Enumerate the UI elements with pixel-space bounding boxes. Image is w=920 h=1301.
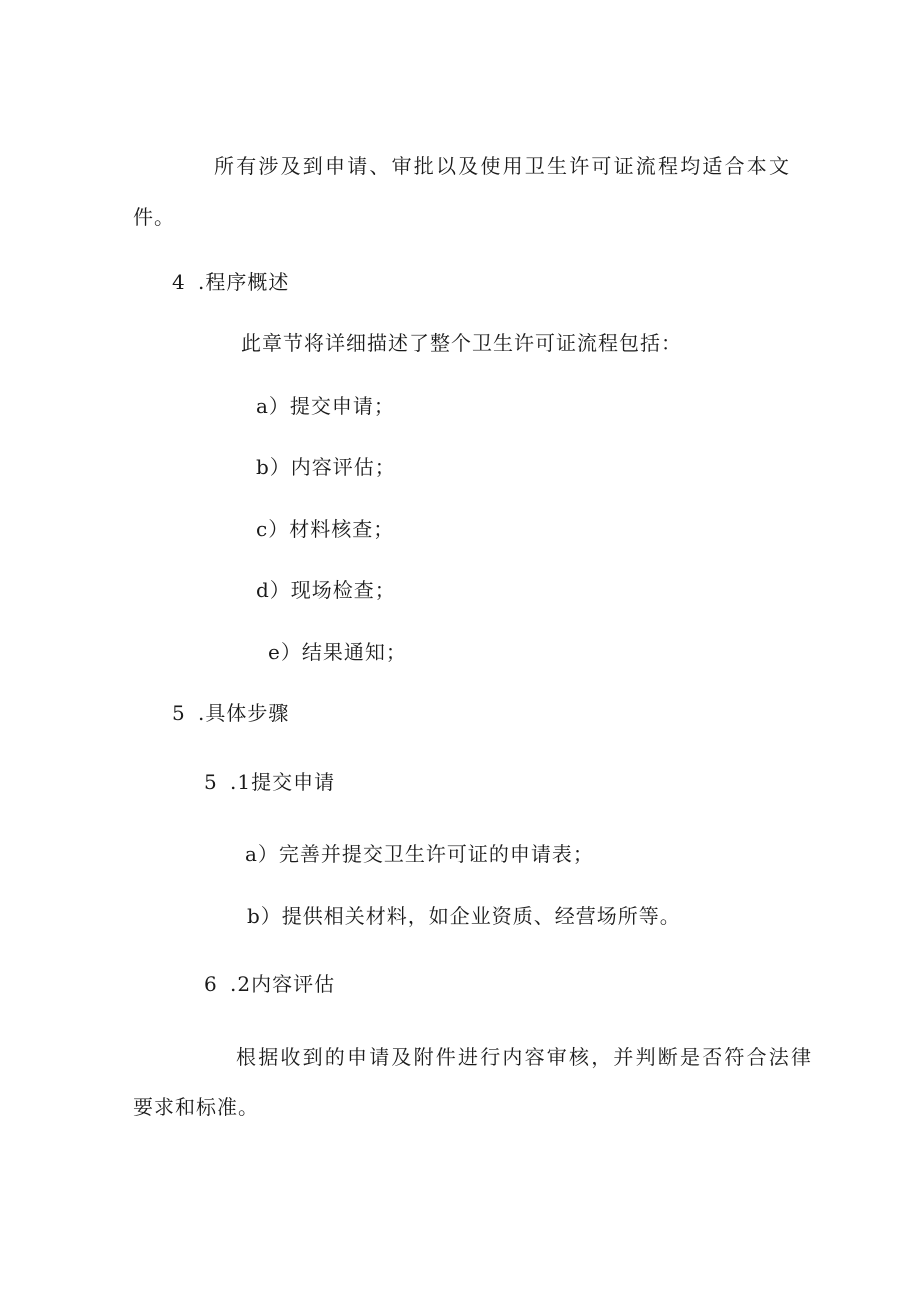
subsection-6-2-heading	[204, 971, 335, 997]
section-number: 4	[172, 270, 186, 294]
overview-item: a）提交申请；	[256, 394, 395, 418]
section-title: .具体步骤	[198, 701, 290, 725]
scope-paragraph-line2: 件。	[133, 205, 175, 229]
overview-item: b）内容评估；	[256, 455, 396, 479]
section-4-heading	[172, 269, 289, 295]
overview-item: e）结果通知；	[268, 640, 407, 664]
overview-item: d）现场检查；	[256, 578, 396, 602]
section-number: 5	[172, 701, 186, 725]
overview-intro: 此章节将详细描述了整个卫生许可证流程包括：	[241, 331, 682, 355]
subsection-5-1-heading	[204, 769, 335, 795]
scope-paragraph-line1: 所有涉及到申请、审批以及使用卫生许可证流程均适合本文	[214, 154, 792, 178]
assessment-paragraph-line2: 要求和标准。	[133, 1095, 259, 1119]
section-5-heading	[172, 700, 289, 726]
subsection-title: .2内容评估	[230, 972, 336, 996]
submit-item: a）完善并提交卫生许可证的申请表；	[245, 842, 594, 866]
subsection-number: 6	[204, 972, 218, 996]
overview-item: c）材料核查；	[256, 517, 395, 541]
subsection-number: 5	[204, 770, 218, 794]
assessment-paragraph-line1: 根据收到的申请及附件进行内容审核，并判断是否符合法律	[236, 1045, 814, 1069]
subsection-title: .1提交申请	[230, 770, 336, 794]
section-title: .程序概述	[198, 270, 290, 294]
submit-item: b）提供相关材料，如企业资质、经营场所等。	[247, 904, 681, 928]
